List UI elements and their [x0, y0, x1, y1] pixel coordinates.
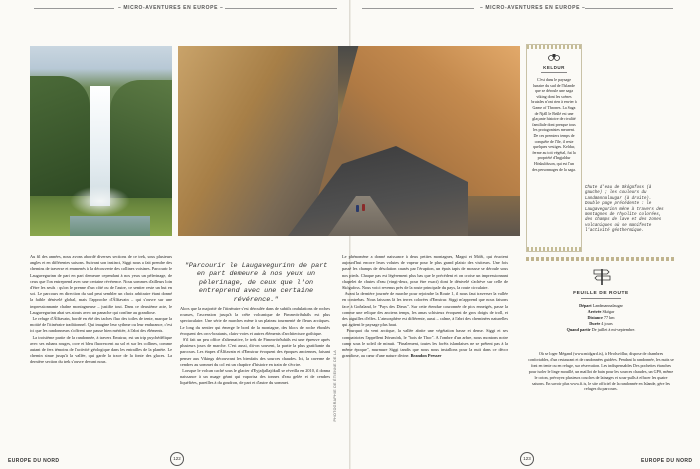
- header-rule-left-2: [225, 8, 337, 9]
- feuille-de-route-box: [526, 257, 676, 455]
- hiker-figure: [356, 205, 359, 212]
- body-text-col1: Au fil des années, nous avons abordé diverses sections de ce trek, sous plusieurs angles et en différentes saisons. Suivant son instinct, Siggi nous a fait prendre des chemins de traverse et emmenés à la découverte des collines voisines. Parcourir le Laugavegurinn de part en part demeure cependant à nos yeux un pèlerinage, de ceux que l'on entreprend avec une certaine révérence. Nous sommes d'ailleurs loin d'être les seuls : qu'on le prenne d'un côté ou de l'autre, ce sentier reste un but en soi. Le parcours en direction du sud peut sembler un choix arbitraire étant donné la faible dénivelé global, mais l'approche d'Álftavatn – qui s'ouvre sur une impressionnante chaîne montagneuse – justifie tout. Dans ce deuxième acte, le Laugavegurinn abat ses atouts avec un panache qui confine au grandiose. Le refuge d'Álftavatn, bordé en été des taches fluo des toiles de tente, marque la moitié de l'itinéraire traditionnel. Qui imagine leur sythme ou leur endurance, c'est ici que les randonneurs s'offrent une pause bien méritée, à l'abri des éléments. La troisième partie de la randonnée, à travers Emstrur, est un trip psychédélique avec ses rubans rouges, ocre et bleu fluorescent au sol et sur les collines, comme autant de fers témoins de l'activité géologique dans les entrailles de la planète. Le chemin sinue jusqu'à la vallée, qui garde la trace de la fonte des glaces. La dernière section du trek s'ouvre devant nous.: [30, 254, 172, 365]
- running-head-right: – MICRO-AVENTURES EN EUROPE –: [480, 5, 586, 11]
- pull-quote: "Parcourir le Laugavegurinn de part en part demeure à nos yeux un pèlerinage, de ceux que l'on entreprend avec une certaine révérence.": [184, 262, 328, 304]
- feuille-body: Où se loger Mégand (www.midgard.is), à Hvolsvöllur, dispose de chambres confortables, d'un restaurant et de randonnées guidées. Pendant la randonnée, les nuits se font en tente ou en refuge, sur réservation. Les indispensables Des pochettes étanches pour isoler le linge mouillé, un maillot de bain pour les sources chaudes, un GPS, même le coton, prévoyez plusieurs couches de lainages et sous-pulls à effacer les quatre saisons. En savoir plus www.fi.is, le site officiel de la randonnée en Islande, gère les refuges du parcours.: [528, 351, 674, 392]
- feuille-details: [526, 303, 676, 333]
- author-name: Brandon Presser: [410, 353, 442, 359]
- footer-label-right: EUROPE DU NORD: [641, 458, 693, 464]
- detail-depart: Départ Landmannalaugar: [579, 303, 623, 308]
- sidebar-rule: [541, 72, 567, 73]
- body-text-col3: Le phénomène a donné naissance à deux petites montagnes, Magni et Móði, qui éructent aujourd'hui encore leurs volutes de vapeur pour le plus grand plaisir des visiteurs. Une fois passé les champs de désolation causés par l'éruption, un épais tapis de mousse se déroule sous nos pieds. Chaque pas est légèrement plus bas que le précédent et on croise un impressionnant chapelet de chutes d'eau (vingt-deux, pour être exact) dont le dénivelé s'achève sur celle de Skógafoss. Nous voici revenus près de la route principale du pays, la route circulaire. Avant la dernière journée de marche pour rejoindre la Route 1, il nous faut traverser la vallée en contrebas. Nous laissons là les terres colorées d'Emstrur. Siggi m'apprend que nous faisons face à Goðaland, le "Pays des Dieux". Sur cette étendue couronnée de pics enneigés, passe la comme une relique des anciens temps, les amas schisteux évoquent de gros doigts de troll, et des aiguilles d'elfes. L'atmosphère est différente, aussi – calme, à l'abri des cheminées naturelles qui agitent le paysage plus haut. Pourquoi du vent arctique, la vallée abrite une végétation basse et dense. Siggi et ses compatriotes l'appellent Þórsmörk, le "bois de Thor". A l'ombre d'un arbre, nous montons notre camp sous le soleil de minuit. "Finalement, toutes les forêts islandaises ne se prêtent pas à la même époque", murmure Siggi tandis que nous nous installons pour la nuit dans ce décor grandiose, au cœur d'une nature divine. Brandon Presser: [342, 254, 508, 359]
- mountain-photo: [178, 46, 520, 236]
- sidebar-text: C'est dans le paysage lunaire du sud de l'Islande que se déroule une saga viking dont les scènes brutales n'ont rien à envier à Game of Thrones. La Saga de Njáll le Brûlé est une glaçante histoire de rivalité familiale dont presque tous les protagonistes meurent. De ces premiers temps de conquête de l'île, il reste quelques vestiges. Keldur, ferme au toit végétal, fut la propriété d'Ingjaldur Höskuldsson, qui est l'un des personnages de la saga.: [531, 77, 577, 172]
- detail-arrivee: Arrivée Skógar: [587, 309, 615, 314]
- header-rule-left: [34, 8, 114, 9]
- decorative-border: [526, 257, 676, 261]
- sidebar-title: KELDUR: [543, 65, 565, 70]
- photo-caption: Chute d'eau de Skógafoss (à gauche) ; les couleurs du Landmannalaugar (à droite). Double page précédente : le Laugavegurinn mène à travers des montagnes de rhyolite colorées, des champs de lave et des zones volcaniques où se manifeste l'activité géothermique.: [585, 186, 664, 234]
- header-rule-right-2: [585, 8, 673, 9]
- detail-distance: Distance 77 km: [587, 315, 615, 320]
- page-number-right: 123: [520, 452, 534, 466]
- body-text-col2: Alors que la majorité de l'itinéraire s'est déroulée dans de subtils ondulations de roches rousses, l'ascension jusqu'à la crête volcanique de Fimmvörðuháls est plus spectaculaire. Une série de marches mène à un plateau tourmenté de fleurs arctiques. Le long du sentier qui émerge le bord de la montagne, des blocs de roche éboulés évoquent des orcs-boutants, clairs-voies et autres éléments d'architecture gothique. S'il fait un peu office d'alternative, le trek de Fimmvörðuháls est une épreuve après plusieurs jours de marche. C'est aussi, dit-on souvent, la partie la plus gratifiante du parcours. Les étapes d'Álftavatn et d'Emstrur évoquent des époques anciennes, faisant penser aux Vikings découvrant les bienfaits des sources chaudes. Ici, la caverne de cendres au sommet du col est un chapitre d'histoire en train de s'écrire. Lorsque le volcan caché sous le glacier d'Eyjafjallajökull se réveilla en 2010, il donna naissance à un nuage géant qui vaporisa des tonnes d'eau gelée et de cendres liquéfiées, pareilles à du goudron, de part et d'autre du sommet.: [180, 306, 330, 386]
- detail-quand-partir: Quand partir De juillet à mi-septembre.: [566, 327, 636, 332]
- keldur-sidebar: [526, 44, 582, 252]
- feuille-rule: [581, 298, 621, 299]
- header-rule-right: [362, 8, 474, 9]
- feuille-title: FEUILLE DE ROUTE: [573, 291, 629, 296]
- decorative-border: [527, 45, 581, 49]
- page-number-left: 122: [170, 452, 184, 466]
- footer-label-left: EUROPE DU NORD: [8, 458, 60, 464]
- signpost-icon: [592, 267, 612, 285]
- running-head-left: – MICRO-AVENTURES EN EUROPE –: [118, 5, 224, 11]
- binoculars-icon: [548, 53, 560, 61]
- photo-credit: PHOTOGRAPHIE DE ÉTIENNE DE LA: [333, 350, 337, 422]
- detail-duree: Durée 4 jours: [589, 321, 613, 326]
- waterfall-photo: [30, 46, 172, 236]
- decorative-border: [527, 247, 581, 251]
- hiker-figure: [362, 204, 365, 211]
